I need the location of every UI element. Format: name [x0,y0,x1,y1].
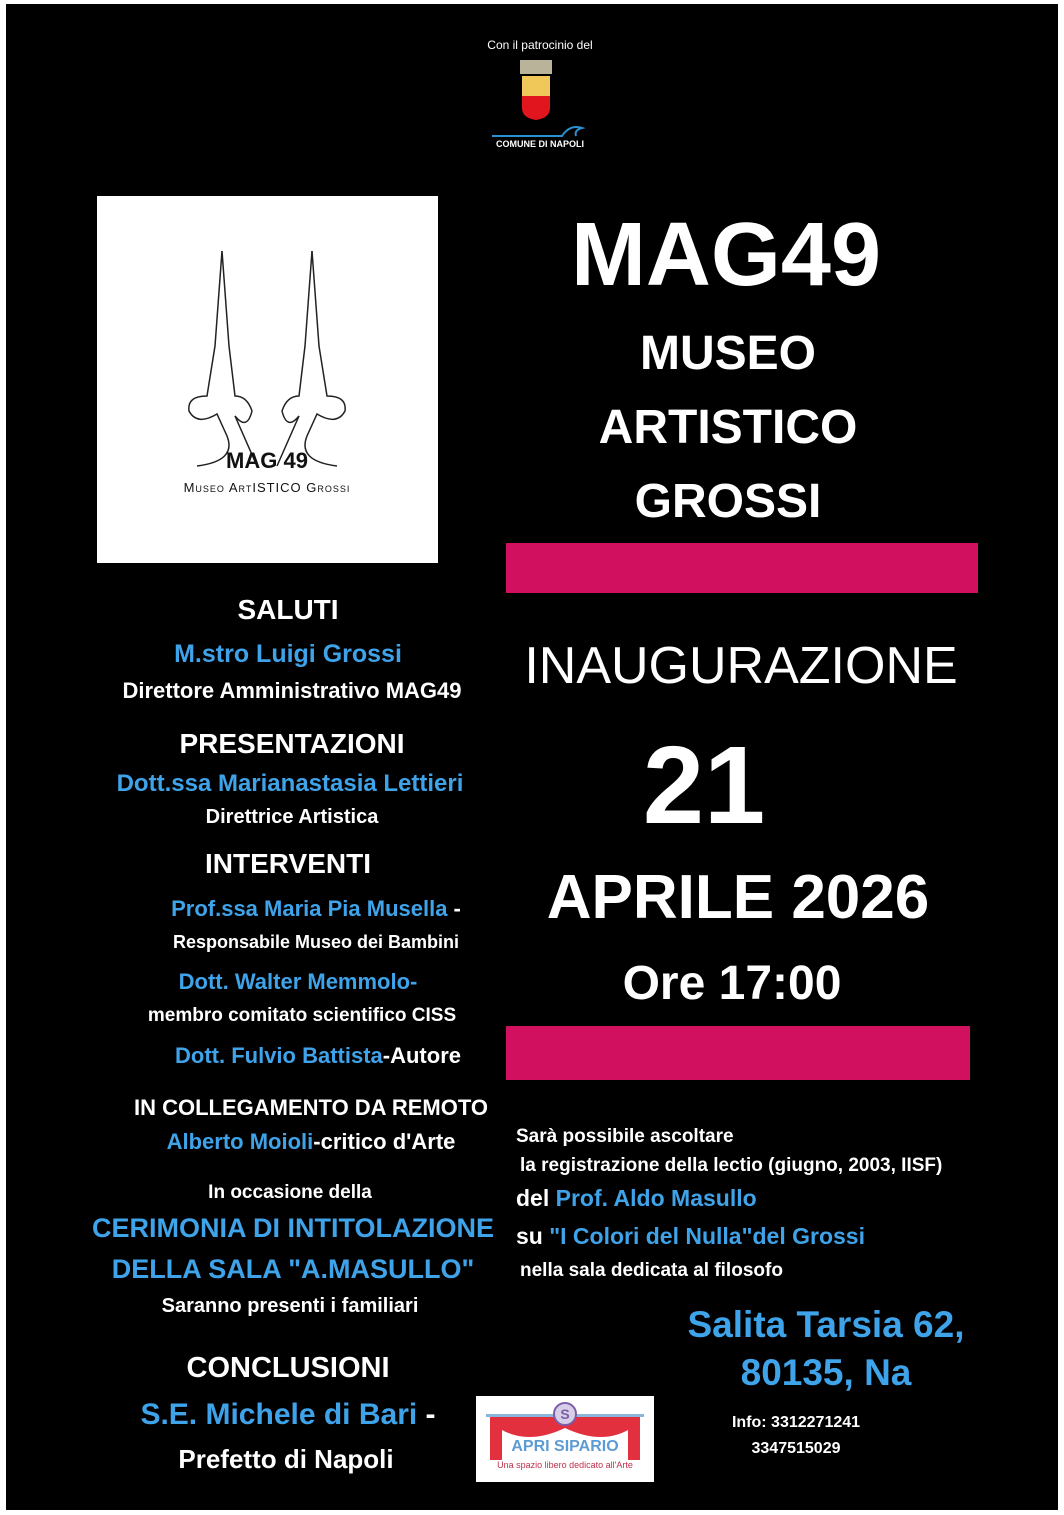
cerimonia-note: Saranno presenti i familiari [161,1295,419,1317]
comune-label: COMUNE DI NAPOLI [495,139,585,149]
apri-sipario-logo [476,1396,654,1482]
svg-text:S: S [560,1406,570,1422]
sponsor-name: APRI SIPARIO [511,1438,619,1455]
museum-logo-name: MAG 49 [226,448,308,473]
intervento-3 [175,1043,461,1069]
intervento-1-name: Prof.ssa Maria Pia Musella [171,896,448,921]
lectio-line1: Sarà possibile ascoltare [516,1126,734,1147]
presentazioni-role: Direttrice Artistica [205,806,379,828]
address-line1: Salita Tarsia 62, [687,1304,965,1345]
museum-logo-subtitle: Museo ArtISTICO Grossi [183,480,351,495]
conclusioni-name: S.E. Michele di Bari [140,1398,418,1431]
lectio-line3-prefix: del [516,1185,556,1211]
scissors-logo-icon [177,246,357,476]
presentazioni-heading: PRESENTAZIONI [179,728,405,759]
saluti-role: Direttore Amministrativo MAG49 [122,678,462,703]
lectio-line2: la registrazione della lectio (giugno, 2003, IISF) [520,1155,943,1176]
accent-bar-bottom [506,1026,970,1080]
title-line1: MUSEO [639,327,817,380]
cerimonia-line2: DELLA SALA "A.MASULLO" [111,1254,475,1284]
patronage-label: Con il patrocinio del [487,38,593,52]
intervento-3-name: Dott. Fulvio Battista [175,1043,383,1068]
cerimonia-line1: CERIMONIA DI INTITOLAZIONE [92,1213,494,1243]
lectio-line4 [516,1223,865,1250]
event-time: Ore 17:00 [622,957,842,1010]
intervento-2-name: Dott. Walter Memmolo- [178,969,418,994]
info-phone-2: 3347515029 [751,1440,841,1457]
conclusioni-heading: CONCLUSIONI [186,1352,390,1384]
accent-bar-top [506,543,978,593]
remoto-name: Alberto Moioli [166,1129,314,1154]
event-day: 21 [642,724,766,847]
remoto-heading: IN COLLEGAMENTO DA REMOTO [133,1095,489,1120]
saluti-heading: SALUTI [237,594,339,625]
remoto-role: -critico d'Arte [313,1129,456,1154]
wave-icon [492,120,592,140]
title-line3: GROSSI [634,475,822,528]
intervento-2-role: membro comitato scientifico CISS [147,1005,457,1026]
conclusioni-role: Prefetto di Napoli [178,1444,394,1474]
poster [6,4,1058,1510]
lectio-line3 [516,1185,757,1212]
interventi-heading: INTERVENTI [205,848,371,879]
lectio-title: "I Colori del Nulla"del Grossi [549,1223,865,1249]
conclusioni-line [140,1398,435,1432]
intervento-1 [171,896,461,922]
presentazioni-name: Dott.ssa Marianastasia Lettieri [116,770,464,797]
lectio-speaker: Prof. Aldo Masullo [555,1185,757,1211]
title-line2: ARTISTICO [598,401,858,454]
sponsor-tagline: Una spazio libero dedicato all'Arte [497,1460,633,1470]
museum-logo [97,196,438,563]
conclusioni-sep: - [417,1398,436,1431]
intervento-1-role: Responsabile Museo dei Bambini [172,932,460,952]
cerimonia-intro: In occasione della [208,1182,372,1203]
saluti-name: M.stro Luigi Grossi [174,640,402,668]
address-line2: 80135, Na [740,1352,912,1393]
lectio-line4-prefix: su [516,1223,550,1249]
event-label: INAUGURAZIONE [524,637,958,695]
intervento-3-role: -Autore [382,1043,461,1068]
event-month-year: APRILE 2026 [546,863,930,932]
title-main: MAG49 [570,205,882,305]
intervento-1-sep: - [447,896,461,921]
lectio-line5: nella sala dedicata al filosofo [520,1260,783,1281]
info-phone-1: Info: 3312271241 [731,1414,861,1431]
napoli-coat-of-arms-icon [516,58,556,124]
remoto-line [167,1129,456,1155]
